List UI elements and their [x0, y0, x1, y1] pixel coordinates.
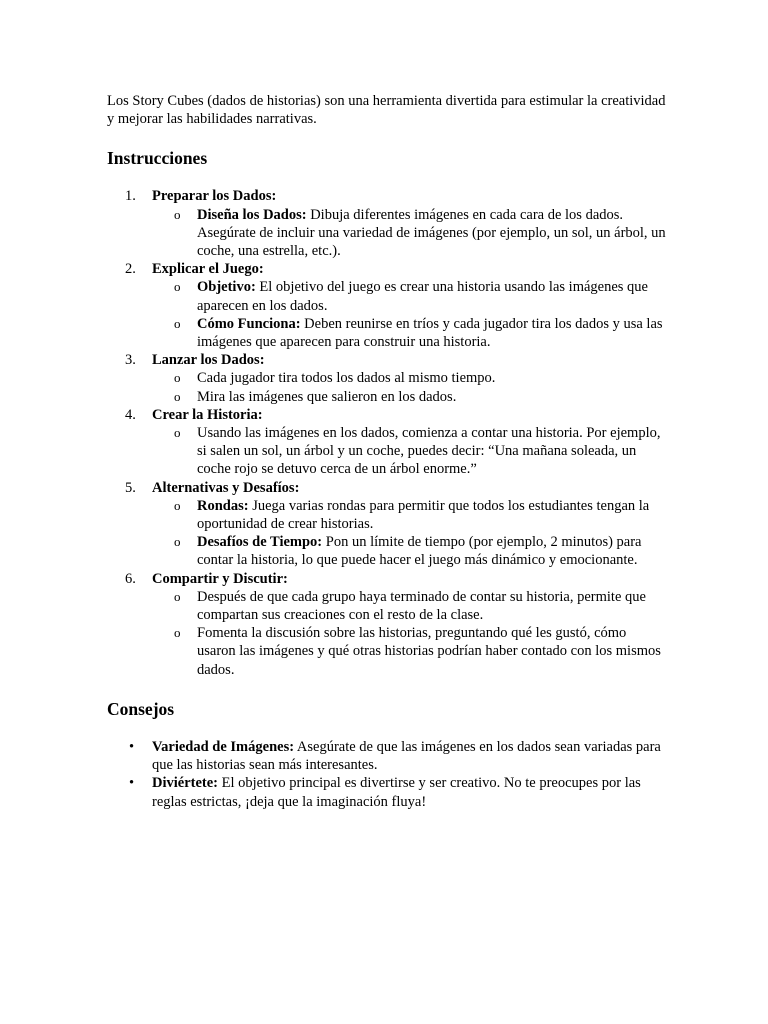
sub-item: [152, 206, 667, 261]
sub-item-label: Rondas:: [197, 497, 249, 514]
tip-label: Diviértete:: [152, 775, 219, 792]
tips-heading: Consejos: [107, 698, 175, 719]
instruction-item: [107, 260, 667, 351]
sub-item: [152, 278, 667, 314]
sub-item-text: Juega varias rondas para permitir que todos los estudiantes tengan la oportunidad de crear historias.: [197, 497, 650, 533]
circle-bullet-icon: o: [174, 425, 181, 441]
instruction-item: [107, 187, 667, 260]
sub-list: [152, 424, 667, 479]
circle-bullet-icon: o: [174, 279, 181, 295]
circle-bullet-icon: o: [174, 497, 181, 513]
item-number: 4.: [125, 406, 136, 423]
circle-bullet-icon: o: [174, 588, 181, 604]
sub-item: [152, 588, 667, 624]
sub-item-label: Diseña los Dados:: [197, 206, 307, 223]
item-title: Crear la Historia:: [152, 406, 263, 423]
circle-bullet-icon: o: [174, 534, 181, 550]
bullet-icon: •: [129, 775, 135, 792]
item-title: Compartir y Discutir:: [152, 570, 288, 587]
sub-item: [152, 624, 667, 679]
sub-item-text: Dibuja diferentes imágenes en cada cara de los dados. Asegúrate de incluir una variedad de imágenes (por ejemplo, un sol, un árbol, un coche, una estrella, etc.).: [197, 206, 666, 260]
tip-item: [107, 738, 667, 774]
document-page: [107, 92, 667, 811]
sub-item-label: Objetivo:: [197, 279, 256, 296]
circle-bullet-icon: o: [174, 388, 181, 404]
tip-item: [107, 774, 667, 810]
sub-item: [152, 533, 667, 569]
circle-bullet-icon: o: [174, 206, 181, 222]
sub-list: [152, 369, 667, 405]
sub-item: [152, 315, 667, 351]
instructions-list: [107, 187, 667, 678]
sub-item: [152, 497, 667, 533]
item-number: 3.: [125, 352, 136, 369]
sub-item-text: El objetivo del juego es crear una historia usando las imágenes que aparecen en los dados.: [197, 279, 648, 314]
sub-list: [152, 278, 667, 351]
item-title: Explicar el Juego:: [152, 261, 264, 278]
sub-item-text: Deben reunirse en tríos y cada jugador tira los dados y usa las imágenes que aparecen para construir una historia.: [197, 315, 663, 351]
sub-item-text: Pon un límite de tiempo (por ejemplo, 2 minutos) para contar la historia, lo que puede hacer el juego más dinámico y emocionante.: [197, 534, 642, 569]
sub-item-text: Fomenta la discusión sobre las historias, preguntando qué les gustó, cómo usaron las imágenes y qué otras historias podrían haber contado con los mismos dados.: [197, 625, 661, 678]
sub-item-text: Mira las imágenes que salieron en los dados.: [197, 388, 457, 405]
tip-text: Asegúrate de que las imágenes en los dados sean variadas para que las historias sean más interesantes.: [152, 738, 661, 774]
instruction-item: [107, 351, 667, 406]
sub-item: [152, 369, 667, 387]
item-title: Preparar los Dados:: [152, 188, 277, 205]
instruction-item: [107, 570, 667, 679]
circle-bullet-icon: o: [174, 625, 181, 641]
sub-list: [152, 497, 667, 570]
intro-paragraph: Los Story Cubes (dados de historias) son una herramienta divertida para estimular la creatividad y mejorar las habilidades narrativas.: [107, 93, 666, 128]
sub-item-text: Después de que cada grupo haya terminado de contar su historia, permite que compartan sus creaciones con el resto de la clase.: [197, 588, 646, 624]
item-number: 6.: [125, 570, 136, 587]
sub-item-label: Cómo Funciona:: [197, 315, 301, 332]
sub-list: [152, 588, 667, 679]
sub-item-label: Desafíos de Tiempo:: [197, 534, 323, 551]
tips-list: [107, 738, 667, 811]
instruction-item: [107, 479, 667, 570]
item-title: Lanzar los Dados:: [152, 352, 265, 369]
instructions-heading: Instrucciones: [107, 148, 208, 169]
circle-bullet-icon: o: [174, 315, 181, 331]
sub-item: [152, 388, 667, 406]
item-number: 1.: [125, 188, 136, 205]
sub-list: [152, 206, 667, 261]
sub-item-text: Usando las imágenes en los dados, comienza a contar una historia. Por ejemplo, si salen un sol, un árbol y un coche, puedes decir: “Una mañana soleada, un coche rojo se detuvo cerca de un árbol enorme.”: [197, 425, 661, 478]
item-title: Alternativas y Desafíos:: [152, 479, 300, 496]
sub-item: [152, 424, 667, 479]
item-number: 5.: [125, 479, 136, 496]
sub-item-text: Cada jugador tira todos los dados al mismo tiempo.: [197, 370, 496, 387]
item-number: 2.: [125, 261, 136, 278]
tip-text: El objetivo principal es divertirse y ser creativo. No te preocupes por las reglas estrictas, ¡deja que la imaginación fluya!: [152, 775, 641, 810]
bullet-icon: •: [129, 738, 135, 755]
tip-label: Variedad de Imágenes:: [152, 738, 295, 755]
instruction-item: [107, 406, 667, 479]
circle-bullet-icon: o: [174, 370, 181, 386]
